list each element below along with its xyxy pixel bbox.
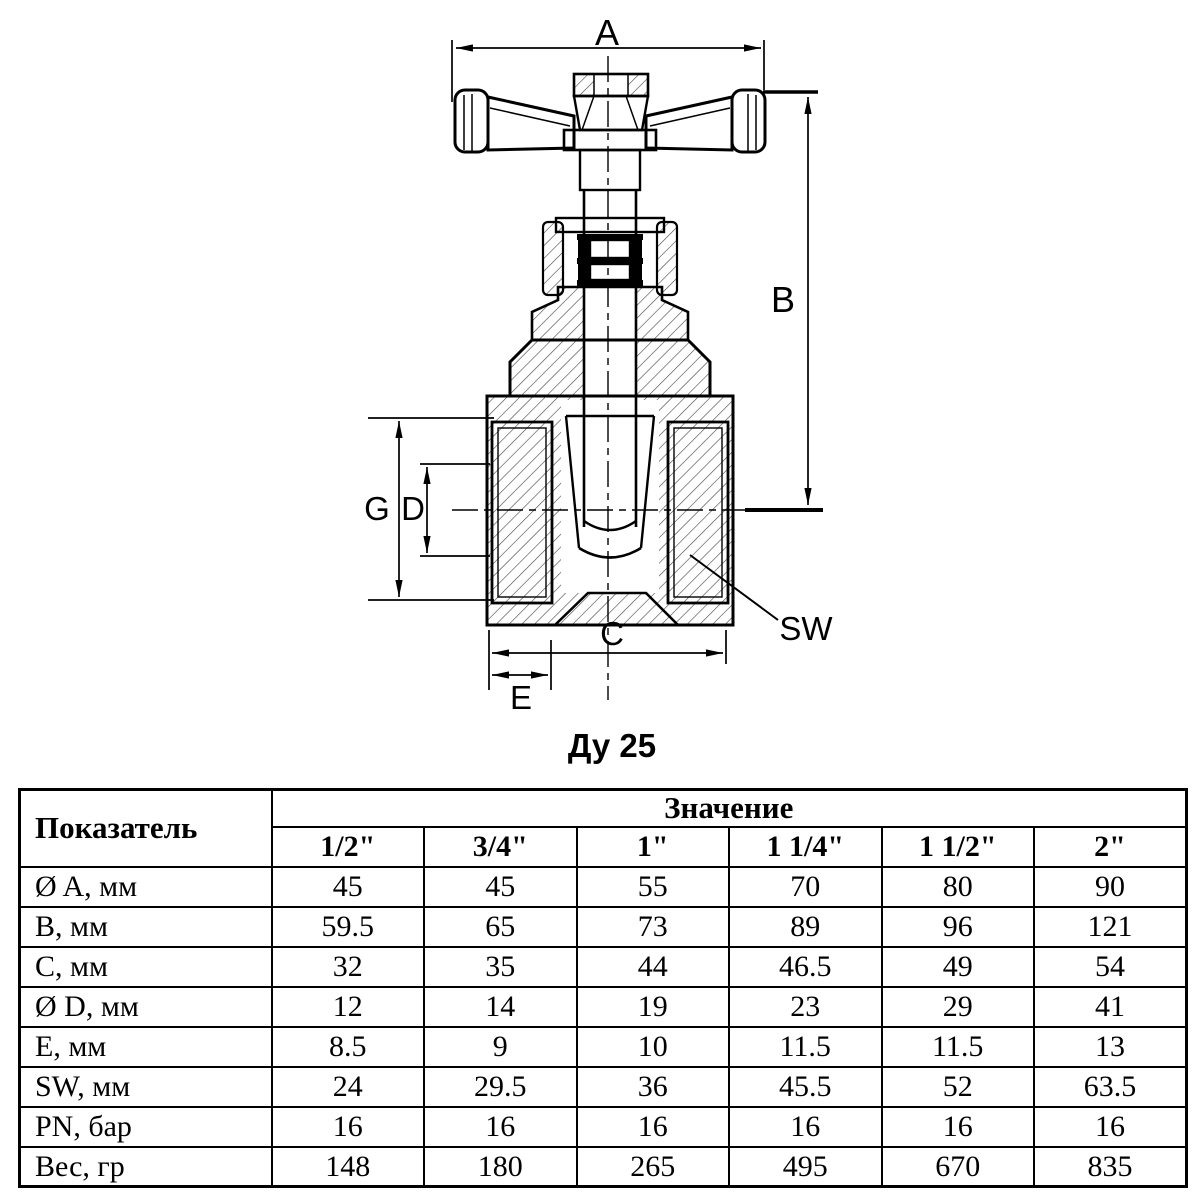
table-cell: 29.5 bbox=[424, 1067, 577, 1107]
hub-flange bbox=[564, 130, 656, 150]
table-cell: 73 bbox=[577, 907, 730, 947]
row-label: C, мм bbox=[20, 947, 272, 987]
value-header: Значение bbox=[272, 790, 1187, 827]
table-cell: 16 bbox=[272, 1107, 425, 1147]
corner-header: Показатель bbox=[20, 790, 272, 867]
dimension-e bbox=[492, 675, 548, 716]
dim-label-g: G bbox=[364, 490, 390, 527]
size-header: 2" bbox=[1034, 827, 1187, 867]
row-label: B, мм bbox=[20, 907, 272, 947]
table-cell: 8.5 bbox=[272, 1027, 425, 1067]
row-label: Вес, гр bbox=[20, 1147, 272, 1187]
hub-nut bbox=[580, 150, 640, 190]
table-cell: 45 bbox=[424, 867, 577, 907]
table-cell: 32 bbox=[272, 947, 425, 987]
table-cell: 16 bbox=[882, 1107, 1035, 1147]
table-cell: 35 bbox=[424, 947, 577, 987]
row-label: PN, бар bbox=[20, 1107, 272, 1147]
table-cell: 23 bbox=[729, 987, 882, 1027]
size-header: 1 1/2" bbox=[882, 827, 1035, 867]
table-cell: 14 bbox=[424, 987, 577, 1027]
table-cell: 16 bbox=[729, 1107, 882, 1147]
table-cell: 11.5 bbox=[882, 1027, 1035, 1067]
table-cell: 180 bbox=[424, 1147, 577, 1187]
table-header-row-top bbox=[20, 790, 1187, 827]
table-cell: 63.5 bbox=[1034, 1067, 1187, 1107]
packing-ring bbox=[630, 240, 642, 258]
dimension-b bbox=[771, 97, 808, 505]
table-cell: 11.5 bbox=[729, 1027, 882, 1067]
size-header: 1 1/4" bbox=[729, 827, 882, 867]
table-cell: 16 bbox=[424, 1107, 577, 1147]
table-cell: 495 bbox=[729, 1147, 882, 1187]
dim-label-sw: SW bbox=[779, 610, 833, 647]
dim-label-a: A bbox=[594, 12, 620, 53]
table-row-d bbox=[20, 987, 1187, 1027]
table-cell: 41 bbox=[1034, 987, 1187, 1027]
table-cell: 54 bbox=[1034, 947, 1187, 987]
table-cell: 46.5 bbox=[729, 947, 882, 987]
row-label: Ø D, мм bbox=[20, 987, 272, 1027]
table-row-weight bbox=[20, 1147, 1187, 1187]
table-cell: 36 bbox=[577, 1067, 730, 1107]
table-cell: 90 bbox=[1034, 867, 1187, 907]
table-cell: 148 bbox=[272, 1147, 425, 1187]
row-label: SW, мм bbox=[20, 1067, 272, 1107]
table-cell: 121 bbox=[1034, 907, 1187, 947]
table-cell: 52 bbox=[882, 1067, 1035, 1107]
dimension-a bbox=[456, 12, 761, 53]
table-cell: 12 bbox=[272, 987, 425, 1027]
table-row-sw bbox=[20, 1067, 1187, 1107]
packing-ring bbox=[578, 264, 590, 280]
table-row-e bbox=[20, 1027, 1187, 1067]
table-cell: 29 bbox=[882, 987, 1035, 1027]
table-cell: 45.5 bbox=[729, 1067, 882, 1107]
size-header: 3/4" bbox=[424, 827, 577, 867]
dim-label-d: D bbox=[401, 490, 425, 527]
table-cell: 96 bbox=[882, 907, 1035, 947]
table-cell: 65 bbox=[424, 907, 577, 947]
packing-ring bbox=[578, 240, 590, 258]
table-cell: 835 bbox=[1034, 1147, 1187, 1187]
table-row-c bbox=[20, 947, 1187, 987]
row-label: Ø A, мм bbox=[20, 867, 272, 907]
table-cell: 45 bbox=[272, 867, 425, 907]
dim-label-c: C bbox=[600, 615, 624, 652]
row-label: E, мм bbox=[20, 1027, 272, 1067]
table-cell: 19 bbox=[577, 987, 730, 1027]
table-cell: 24 bbox=[272, 1067, 425, 1107]
table-cell: 9 bbox=[424, 1027, 577, 1067]
size-header: 1" bbox=[577, 827, 730, 867]
table-cell: 70 bbox=[729, 867, 882, 907]
table-cell: 13 bbox=[1034, 1027, 1187, 1067]
table-row-a bbox=[20, 867, 1187, 907]
diagram-caption: Ду 25 bbox=[567, 727, 657, 764]
table-cell: 265 bbox=[577, 1147, 730, 1187]
table-cell: 16 bbox=[577, 1107, 730, 1147]
table-row-pn bbox=[20, 1107, 1187, 1147]
table-cell: 49 bbox=[882, 947, 1035, 987]
handwheel bbox=[455, 74, 765, 190]
packing-ring bbox=[630, 264, 642, 280]
table-cell: 670 bbox=[882, 1147, 1035, 1187]
dim-label-b: B bbox=[770, 279, 796, 320]
spec-table bbox=[18, 788, 1188, 1188]
table-cell: 59.5 bbox=[272, 907, 425, 947]
table-cell: 44 bbox=[577, 947, 730, 987]
table-cell: 89 bbox=[729, 907, 882, 947]
table-cell: 55 bbox=[577, 867, 730, 907]
dim-label-e: E bbox=[509, 679, 533, 716]
dimension-d bbox=[401, 467, 427, 553]
table-cell: 80 bbox=[882, 867, 1035, 907]
dimension-g bbox=[364, 421, 399, 597]
table-cell: 16 bbox=[1034, 1107, 1187, 1147]
table-row-b bbox=[20, 907, 1187, 947]
table-cell: 10 bbox=[577, 1027, 730, 1067]
size-header: 1/2" bbox=[272, 827, 425, 867]
